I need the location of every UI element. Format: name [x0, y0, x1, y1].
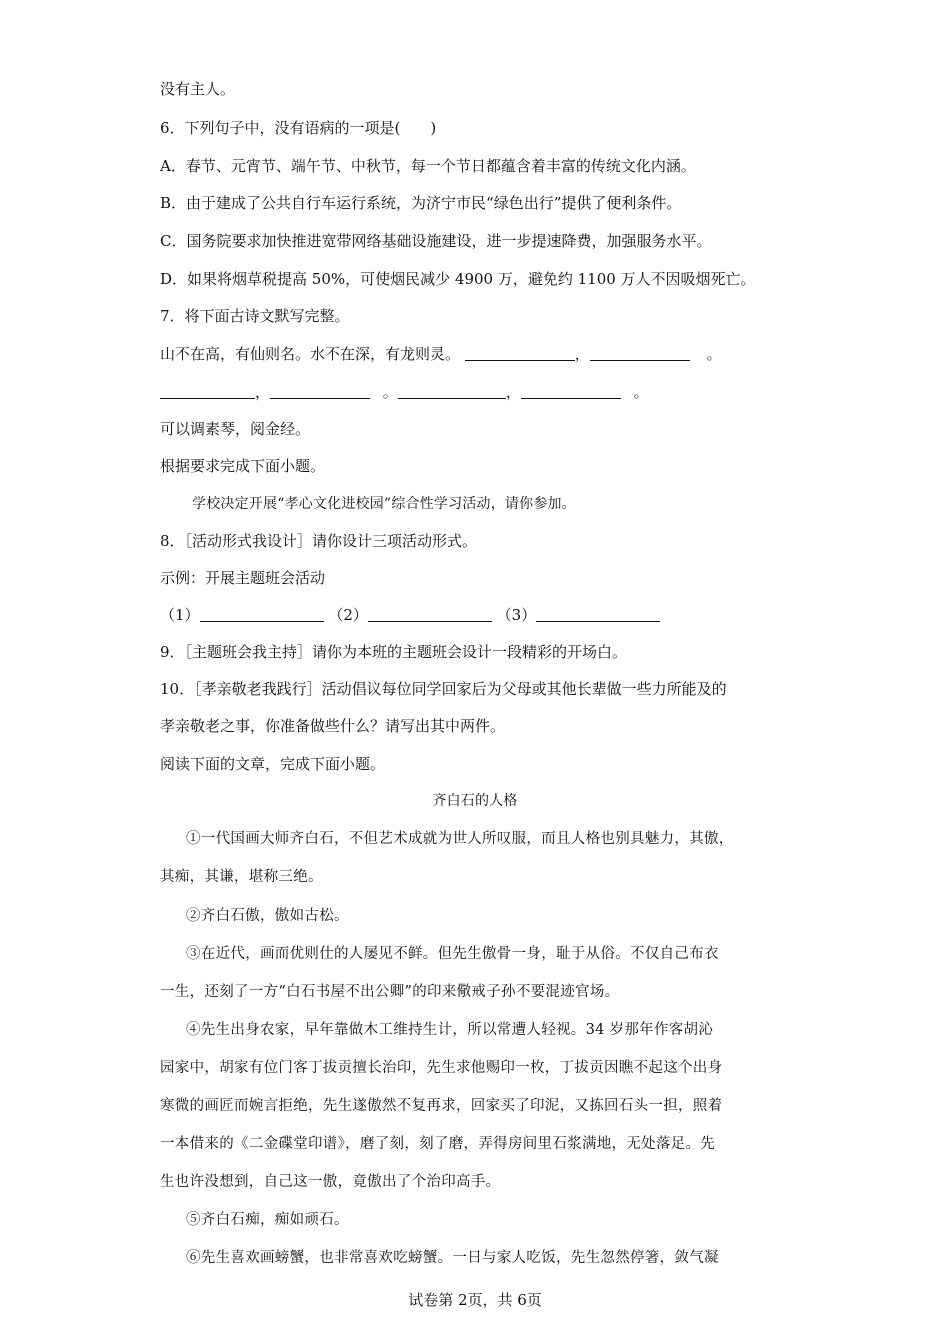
paragraph: ⑤齐白石痴，痴如顽石。: [186, 1212, 349, 1228]
period: 。: [706, 345, 722, 363]
answer-blank[interactable]: [160, 382, 255, 399]
answer-blank[interactable]: [200, 605, 324, 622]
paragraph: ④先生出身农家，早年靠做木工维持生计，所以常遭人轻视。34 岁那年作客胡沁: [186, 1022, 714, 1038]
period: 。: [382, 383, 398, 401]
instruction: 阅读下面的文章，完成下面小题。: [160, 755, 386, 773]
answer-blank[interactable]: [465, 344, 575, 361]
answer-blank[interactable]: [536, 605, 660, 622]
example: 示例：开展主题班会活动: [160, 569, 326, 587]
answer-blank[interactable]: [368, 605, 492, 622]
paragraph: ③在近代，画而优则仕的人屡见不鲜。但先生傲骨一身，耻于从俗。不仅自己布衣: [186, 946, 719, 962]
question-10: 10．［孝亲敬老我践行］活动倡议每位同学回家后为父母或其他长辈做一些力所能及的: [160, 680, 727, 698]
activity-blanks: [160, 605, 660, 625]
paragraph: 一生，还刻了一方“白石书屋不出公卿”的印来儆戒子孙不要混迹官场。: [160, 984, 620, 1000]
question-8: 8．［活动形式我设计］请你设计三项活动形式。: [160, 532, 478, 550]
paragraph: ⑥先生喜欢画螃蟹，也非常喜欢吃螃蟹。一日与家人吃饭，先生忽然停箸，敛气凝: [186, 1250, 719, 1266]
article-title: 齐白石的人格: [432, 793, 518, 809]
activity-intro: 学校决定开展“孝心文化进校园”综合性学习活动，请你参加。: [192, 496, 576, 512]
option-b: B．由于建成了公共自行车运行系统，为济宁市民“绿色出行”提供了便利条件。: [160, 194, 682, 212]
instruction: 根据要求完成下面小题。: [160, 457, 326, 475]
poem-text: 山不在高，有仙则名。水不在深，有龙则灵。: [160, 345, 461, 363]
blank-label-3: （3）: [496, 606, 537, 624]
answer-blank[interactable]: [398, 382, 506, 399]
paragraph: 其痴，其谦，堪称三绝。: [160, 869, 323, 885]
comma: ，: [574, 345, 590, 363]
option-d: D．如果将烟草税提高 50%，可使烟民减少 4900 万，避免约 1100 万人不因吸烟死亡。: [160, 270, 756, 288]
paragraph: 寒微的画匠而婉言拒绝，先生遂傲然不复再求，回家买了印泥，又拣回石头一担，照着: [160, 1098, 723, 1114]
fill-blank-line-2: [160, 382, 649, 402]
text-line: 可以调素琴，阅金经。: [160, 420, 311, 438]
blank-label-1: （1）: [160, 606, 200, 624]
paragraph: ②齐白石傲，傲如古松。: [186, 908, 349, 924]
fill-blank-line-1: [160, 344, 722, 364]
comma: ，: [255, 383, 271, 401]
question-6: 6．下列句子中，没有语病的一项是( ): [160, 119, 437, 137]
period: 。: [633, 383, 649, 401]
page-footer: 试卷第 2页，共 6页: [408, 1291, 542, 1309]
question-9: 9．［主题班会我主持］请你为本班的主题班会设计一段精彩的开场白。: [160, 643, 628, 661]
comma: ，: [505, 383, 521, 401]
question-7: 7．将下面古诗文默写完整。: [160, 307, 350, 325]
option-c: C．国务院要求加快推进宽带网络基础设施建设，进一步提速降费，加强服务水平。: [160, 232, 712, 250]
answer-blank[interactable]: [521, 382, 621, 399]
paragraph: 园家中，胡家有位门客丁拔贡擅长治印，先生求他赐印一枚，丁拔贡因瞧不起这个出身: [160, 1060, 723, 1076]
answer-blank[interactable]: [590, 344, 690, 361]
question-10-cont: 孝亲敬老之事，你准备做些什么？请写出其中两件。: [160, 717, 506, 735]
paragraph: 生也许没想到，自己这一傲，竟傲出了个治印高手。: [160, 1174, 501, 1190]
option-a: A．春节、元宵节、端午节、中秋节，每一个节日都蕴含着丰富的传统文化内涵。: [160, 157, 696, 175]
paragraph: 一本借来的《二金碟堂印谱》，磨了刻，刻了磨，弄得房间里石浆满地，无处落足。先: [160, 1136, 716, 1152]
text-line: 没有主人。: [160, 80, 236, 98]
paragraph: ①一代国画大师齐白石，不但艺术成就为世人所叹服，而且人格也别具魅力，其傲，: [186, 831, 734, 847]
answer-blank[interactable]: [270, 382, 370, 399]
blank-label-2: （2）: [328, 606, 368, 624]
